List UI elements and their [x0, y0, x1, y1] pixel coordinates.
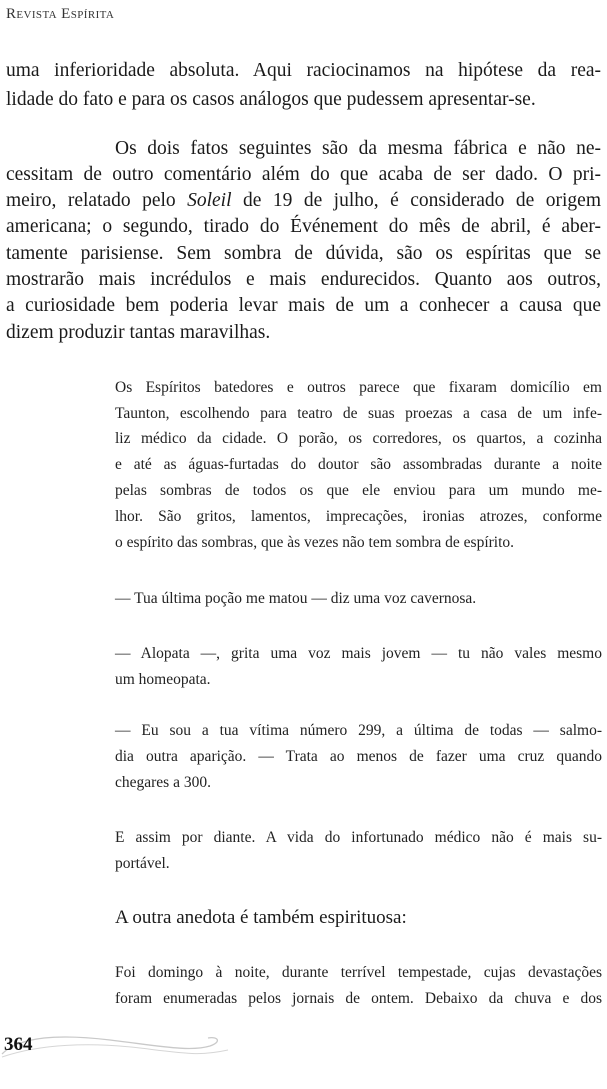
body-line: lidade do fato e para os casos análogos que pudessem apresentar-se. — [6, 89, 536, 110]
quote-line: foram enumeradas pelos jornais de ontem. Debaixo da chuva e dos — [115, 990, 602, 1007]
dialogue-line: — Eu sou a tua vítima número 299, a última de todas — salmo- — [115, 722, 602, 739]
quote-line: pelas sombras de todos os que ele enviou para um mundo me- — [115, 482, 602, 499]
quote-line: Taunton, escolhendo para teatro de suas proezas a casa de um infe- — [115, 405, 602, 422]
swirl-ornament-icon — [0, 1030, 240, 1060]
running-head: Revista Espírita — [6, 6, 115, 22]
quote-line: o espírito das sombras, que às vezes não tem sombra de espírito. — [115, 534, 515, 551]
dialogue-line: — Tua última poção me matou — diz uma voz cavernosa. — [115, 590, 477, 607]
body-line: cessitam de outro comentário além do que acaba de ser dado. O pri- — [6, 164, 601, 185]
quote-line: lhor. São gritos, lamentos, imprecações, ironias atrozes, conforme — [115, 508, 602, 525]
page-number: 364 — [4, 1034, 33, 1055]
newspaper-title: Soleil — [187, 190, 232, 211]
body-line: mostrarão mais incrédulos e mais endurecidos. Quanto aos outros, — [6, 269, 601, 290]
quote-line: liz médico da cidade. O porão, os corredores, os quartos, a cozinha — [115, 430, 602, 447]
body-line: Os dois fatos seguintes são da mesma fábrica e não ne- — [115, 138, 601, 159]
body-line: tamente parisiense. Sem sombra de dúvida, são os espíritas que se — [6, 243, 601, 264]
dialogue-line: um homeopata. — [115, 671, 211, 688]
quote-line: E assim por diante. A vida do infortunado médico não é mais su- — [115, 829, 602, 846]
dialogue-line: dia outra aparição. — Trata ao menos de fazer uma cruz quando — [115, 748, 602, 765]
dialogue-line: chegares a 300. — [115, 774, 211, 791]
quote-line: e até as águas-furtadas do doutor são assombradas durante a noite — [115, 456, 602, 473]
body-line: americana; o segundo, tirado do Événement do mês de abril, é aber- — [6, 216, 601, 237]
text-run: de 19 de julho, é considerado de origem — [231, 190, 601, 211]
quote-line: portável. — [115, 855, 170, 872]
quote-line: Os Espíritos batedores e outros parece que fixaram domicílio em — [115, 379, 602, 396]
body-line: uma inferioridade absoluta. Aqui raciocinamos na hipótese da rea- — [6, 60, 601, 81]
body-line-with-italic — [6, 190, 601, 212]
dialogue-line: — Alopata —, grita uma voz mais jovem — tu não vales mesmo — [115, 645, 602, 662]
body-line: dizem produzir tantas maravilhas. — [6, 322, 271, 343]
quote-line: Foi domingo à noite, durante terrível tempestade, cujas devastações — [115, 964, 602, 981]
body-line: a curiosidade bem poderia levar mais de um a conhecer a causa que — [6, 295, 601, 316]
text-run: meiro, relatado pelo — [6, 190, 188, 211]
quote-subheading: A outra anedota é também espirituosa: — [115, 907, 407, 928]
